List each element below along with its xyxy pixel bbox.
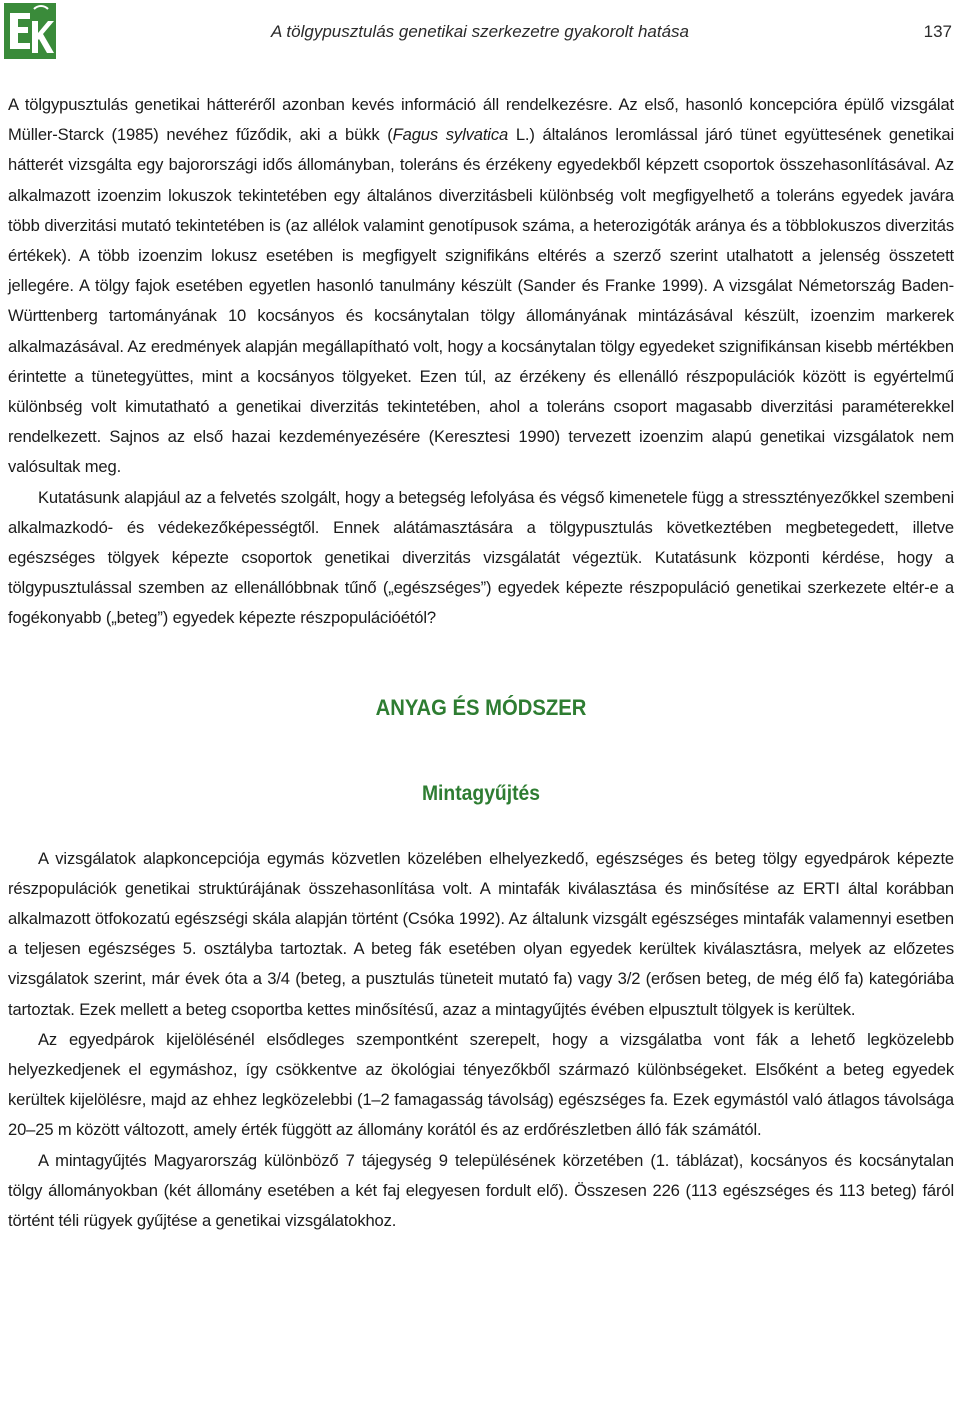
paragraph-concept: A vizsgálatok alapkoncepciója egymás közvetlen közelében elhelyezkedő, egészséges és beteg tölgy egyedpárok képezte részpopulációk genetikai struktúrájának összehasonlítása volt. A mintafák kiválasztása és minősítése az ERTI által korábban alkalmazott ötfokozatú egészségi skála alapján történt (Csóka 1992). Az általunk vizsgált egészséges mintafák valamennyi esetben a teljesen egészséges 5. osztályba tartoztak. A beteg fák esetében olyan egyedek kerültek kiválasztásra, melyek az előzetes vizsgálatok szerint, már évek óta a 3/4 (beteg, a pusztulás tüneteit mutató fa) vagy 3/2 (erősen beteg, de még élő fa) kategóriába tartoztak. Ezek mellett a beteg csoportba kettes minősítésű, azaz a mintagyűjtés évében elpusztult tölgyek is kerültek. <box>8 848 954 1019</box>
paragraph-pairs: Az egyedpárok kijelölésénél elsődleges szempontként szerepelt, hogy a vizsgálatba vont fák a lehető legközelebb helyezkedjenek el egymáshoz, így csökkentve az ökológiai tényezőkből származó különbségeket. Elsőként a beteg egyedek kerültek kijelölésre, majd az ehhez legközelebbi (1–2 famagasság távolság) egészséges fa. Ezek egymástól való átlagos távolsága 20–25 m között változott, amely érték függött az állomány korától és az erdőrészletben álló fák számától. <box>8 1029 954 1140</box>
page-header <box>0 0 960 64</box>
paragraph-aim: Kutatásunk alapjául az a felvetés szolgált, hogy a betegség lefolyása és végső kimenetele függ a stressztényezőkkel szembeni alkalmazkodó- és védekezőképességtől. Ennek alátámasztására a tölgypusztulás következtében megbetegedett, illetve egészséges tölgyek képezte csoportok genetikai diverzitás vizsgálatát végeztük. Kutatásunk központi kérdése, hogy a tölgypusztulással szemben az ellenállóbbnak tűnő („egészséges”) egyedek képezte részpopuláció genetikai szerkezete eltér-e a fogékonyabb („beteg”) egyedek képezte részpopulációétól? <box>8 487 954 628</box>
species-name: Fagus sylvatica <box>392 125 509 145</box>
paragraph-intro <box>8 90 954 483</box>
section-heading: ANYAG ÉS MÓDSZER <box>375 694 587 720</box>
page-number: 137 <box>923 22 952 41</box>
paragraph-sampling: A mintagyűjtés Magyarország különböző 7 tájegység 9 településének körzetében (1. táblázat), kocsányos és kocsánytalan tölgy állományokban (két állomány esetében a két faj elegyesen fordult elő). Összesen 226 (113 egészséges és 113 beteg) fáról történt téli rügyek gyűjtése a genetikai vizsgálatokhoz. <box>8 1150 954 1231</box>
subsection-heading: Mintagyűjtés <box>421 781 541 805</box>
paragraph-text: L.) általános leromlással járó tünet együttesének genetikai hátterét vizsgálta egy bajorországi idős állományban, toleráns és érzékeny egyedekből képzett csoportok összehasonlításával. Az alkalmazott izoenzim lokuszok tekintetében egy általános diverzitásbeli különbség volt megfigyelhető a toleráns egyedek javára több diverzitási mutató tekintetében is (az allélok valamint genotípusok száma, a heterozigóták aránya és a többlokuszos diverzitás értékek). A több izoenzim lokusz esetében is megfigyelt szignifikáns eltérés a szerző szerint utalhatott a jelenség összetett jellegére. A tölgy fajok esetében egyetlen hasonló tanulmány készült (Sander és Franke 1999). A vizsgálat Németország Baden-Württenberg tartományának 10 kocsányos és kocsánytalan tölgy állományának mintázásával készült, izoenzim markerek alkalmazásával. Az eredmények alapján megállapítható volt, hogy a kocsánytalan tölgy egyedeket szignifikánsan kisebb mértékben érintette a tünetegyüttes, mint a kocsányos tölgyeket. Ezen túl, az érzékeny és ellenálló részpopulációk között is egyértelmű különbség volt kimutatható a genetikai diverzitás tekintetében, ahol a toleráns csoport magasabb diverzitási paraméterekkel rendelkezett. Sajnos az első hazai kezdeményezésére (Keresztesi 1990) tervezett izoenzim alapú genetikai vizsgálatok nem valósultak meg. <box>8 125 954 477</box>
article-body <box>8 90 954 1236</box>
running-title: A tölgypusztulás genetikai szerkezetre gyakorolt hatása <box>271 22 689 41</box>
paragraph-text: A tölgypusztulás genetikai hátteréről azonban kevés információ áll rendelkezésre. Az első, hasonló koncepcióra épülő vizsgálat Müller-Starck (1985) nevéhez fűződik, aki a bükk ( <box>8 95 954 145</box>
